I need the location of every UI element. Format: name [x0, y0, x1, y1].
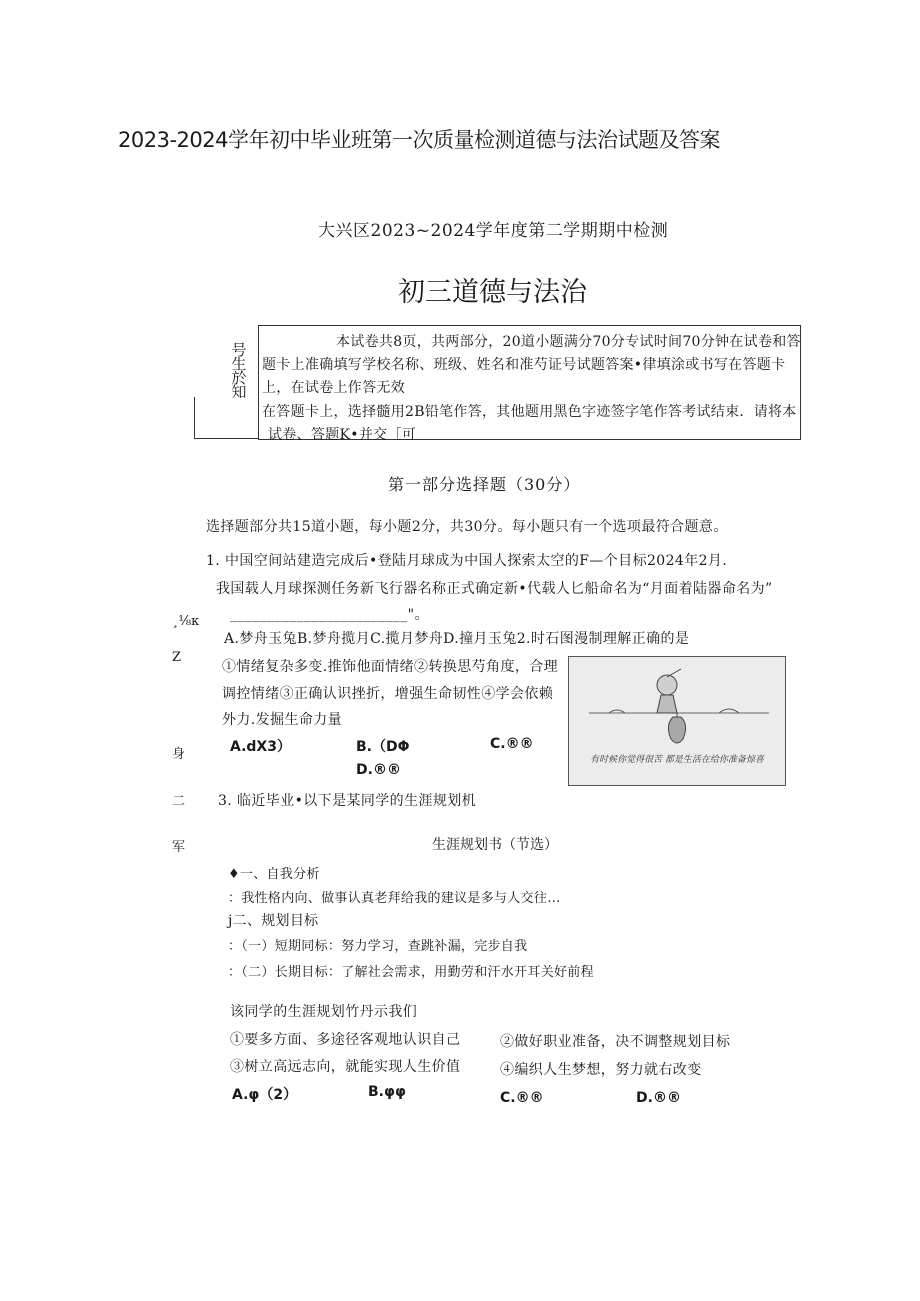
question-2-option-d: D.®® — [356, 762, 401, 778]
question-1-stem-cont: 我国载人月球探测任务新飞行器名称正式确定新•代载人匕船命名为“月面着陆器命名为” — [216, 581, 773, 597]
margin-mark: 二 — [172, 794, 186, 809]
notice-line: 上，在试卷上作答无效 — [262, 380, 405, 396]
exam-subtitle: 大兴区2023~2024学年度第二学期期中检测 — [318, 221, 669, 241]
question-3-option-d: D.®® — [636, 1090, 681, 1106]
margin-mark: Z — [172, 650, 182, 665]
question-2-option-c: C.®® — [490, 736, 534, 752]
notice-line: 本试卷共8页，共两部分，20道小题满分70分专试时间70分钟在试卷和答 — [336, 334, 801, 350]
plan-line: ：（一）短期同标：努力学习，查跳补漏，完步自我 — [228, 939, 528, 954]
question-3-choice-4: ④编织人生梦想，努力就右改变 — [500, 1062, 702, 1078]
exam-title: 初三道德与法治 — [398, 277, 587, 308]
notice-line: 题卡上准确填写学校名称、班级、姓名和准芍证号试题答案•律填涂或书写在答题卡 — [262, 357, 786, 373]
question-3-choice-1: ①要多方面、多途径客观地认识自己 — [230, 1032, 461, 1048]
question-3-choice-3: ③树立高远志向，就能实现人生价值 — [230, 1059, 461, 1075]
question-3-option-b: B.φφ — [368, 1084, 406, 1100]
plan-line: ：（二）长期目标：了解社会需求，用勤劳和汗水开耳关好前程 — [228, 965, 594, 980]
question-1-blank: ________________________"。 — [230, 607, 429, 623]
question-2-choice-line: 调控情绪③正确认识挫折，增强生命韧性④学会依赖 — [222, 686, 554, 702]
question-2-choice-line: 外力.发掘生命力量 — [222, 712, 343, 728]
margin-mark: ¸⅛κ — [172, 614, 200, 629]
question-1-stem: 1. 中国空间站建造完成后•登陆月球成为中国人探索太空的F—个目标2024年2月. — [206, 553, 728, 569]
question-3-choice-2: ②做好职业准备，决不调整规划目标 — [500, 1034, 731, 1050]
cartoon-drawing — [569, 657, 785, 755]
question-2-choice-line: ①情绪复杂多变.推饰他面情绪②转换思芍角度，合理 — [222, 659, 559, 675]
notice-line: 在答题卡上，选择髓用2B铅笔作答，其他题用黑色字迹签字笔作答考试结束．请将本 — [262, 404, 797, 420]
plan-line: ♦一、自我分析 — [228, 867, 320, 882]
question-2-option-a: A.dX3） — [230, 739, 291, 755]
section-intro: 选择题部分共15道小题，每小题2分，共30分。每小题只有一个选项最符合题意。 — [206, 519, 728, 535]
figure-caption: 有时候你觉得很苦 都是生活在给你准备惊喜 — [590, 755, 764, 765]
question-1-options: A.梦舟玉兔B.梦舟揽月C.揽月梦舟D.撞月玉兔2.时石图漫制理解正确的是 — [224, 631, 690, 647]
question-3-stem: 3. 临近毕业•以下是某同学的生涯规划机 — [218, 793, 477, 809]
notice-divider — [194, 397, 195, 439]
notice-divider-bottom — [194, 438, 258, 439]
question-3-option-c: C.®® — [500, 1090, 544, 1106]
section-title: 第一部分选择题（30分） — [388, 475, 581, 494]
cartoon-illustration — [568, 656, 786, 786]
question-2-option-b: B.（DΦ — [356, 739, 410, 755]
question-3-option-a: A.φ（2） — [232, 1087, 298, 1103]
margin-mark: 身 — [172, 747, 186, 762]
notice-line: 试卷、答题K•并交［可 — [268, 427, 417, 443]
margin-mark: 军 — [172, 840, 186, 855]
document-title: 2023-2024学年初中毕业班第一次质量检测道德与法治试题及答案 — [118, 128, 720, 152]
plan-title: 生涯规划书（节选） — [432, 837, 558, 853]
plan-line: j二、规划目标 — [228, 913, 319, 929]
plan-line: ：我性格内向、做事认真老拜给我的建议是多与人交往… — [228, 891, 561, 906]
question-3-prompt: 该同学的生涯规划竹丹示我们 — [230, 1004, 418, 1020]
notice-label: 号生於知 — [231, 341, 247, 401]
